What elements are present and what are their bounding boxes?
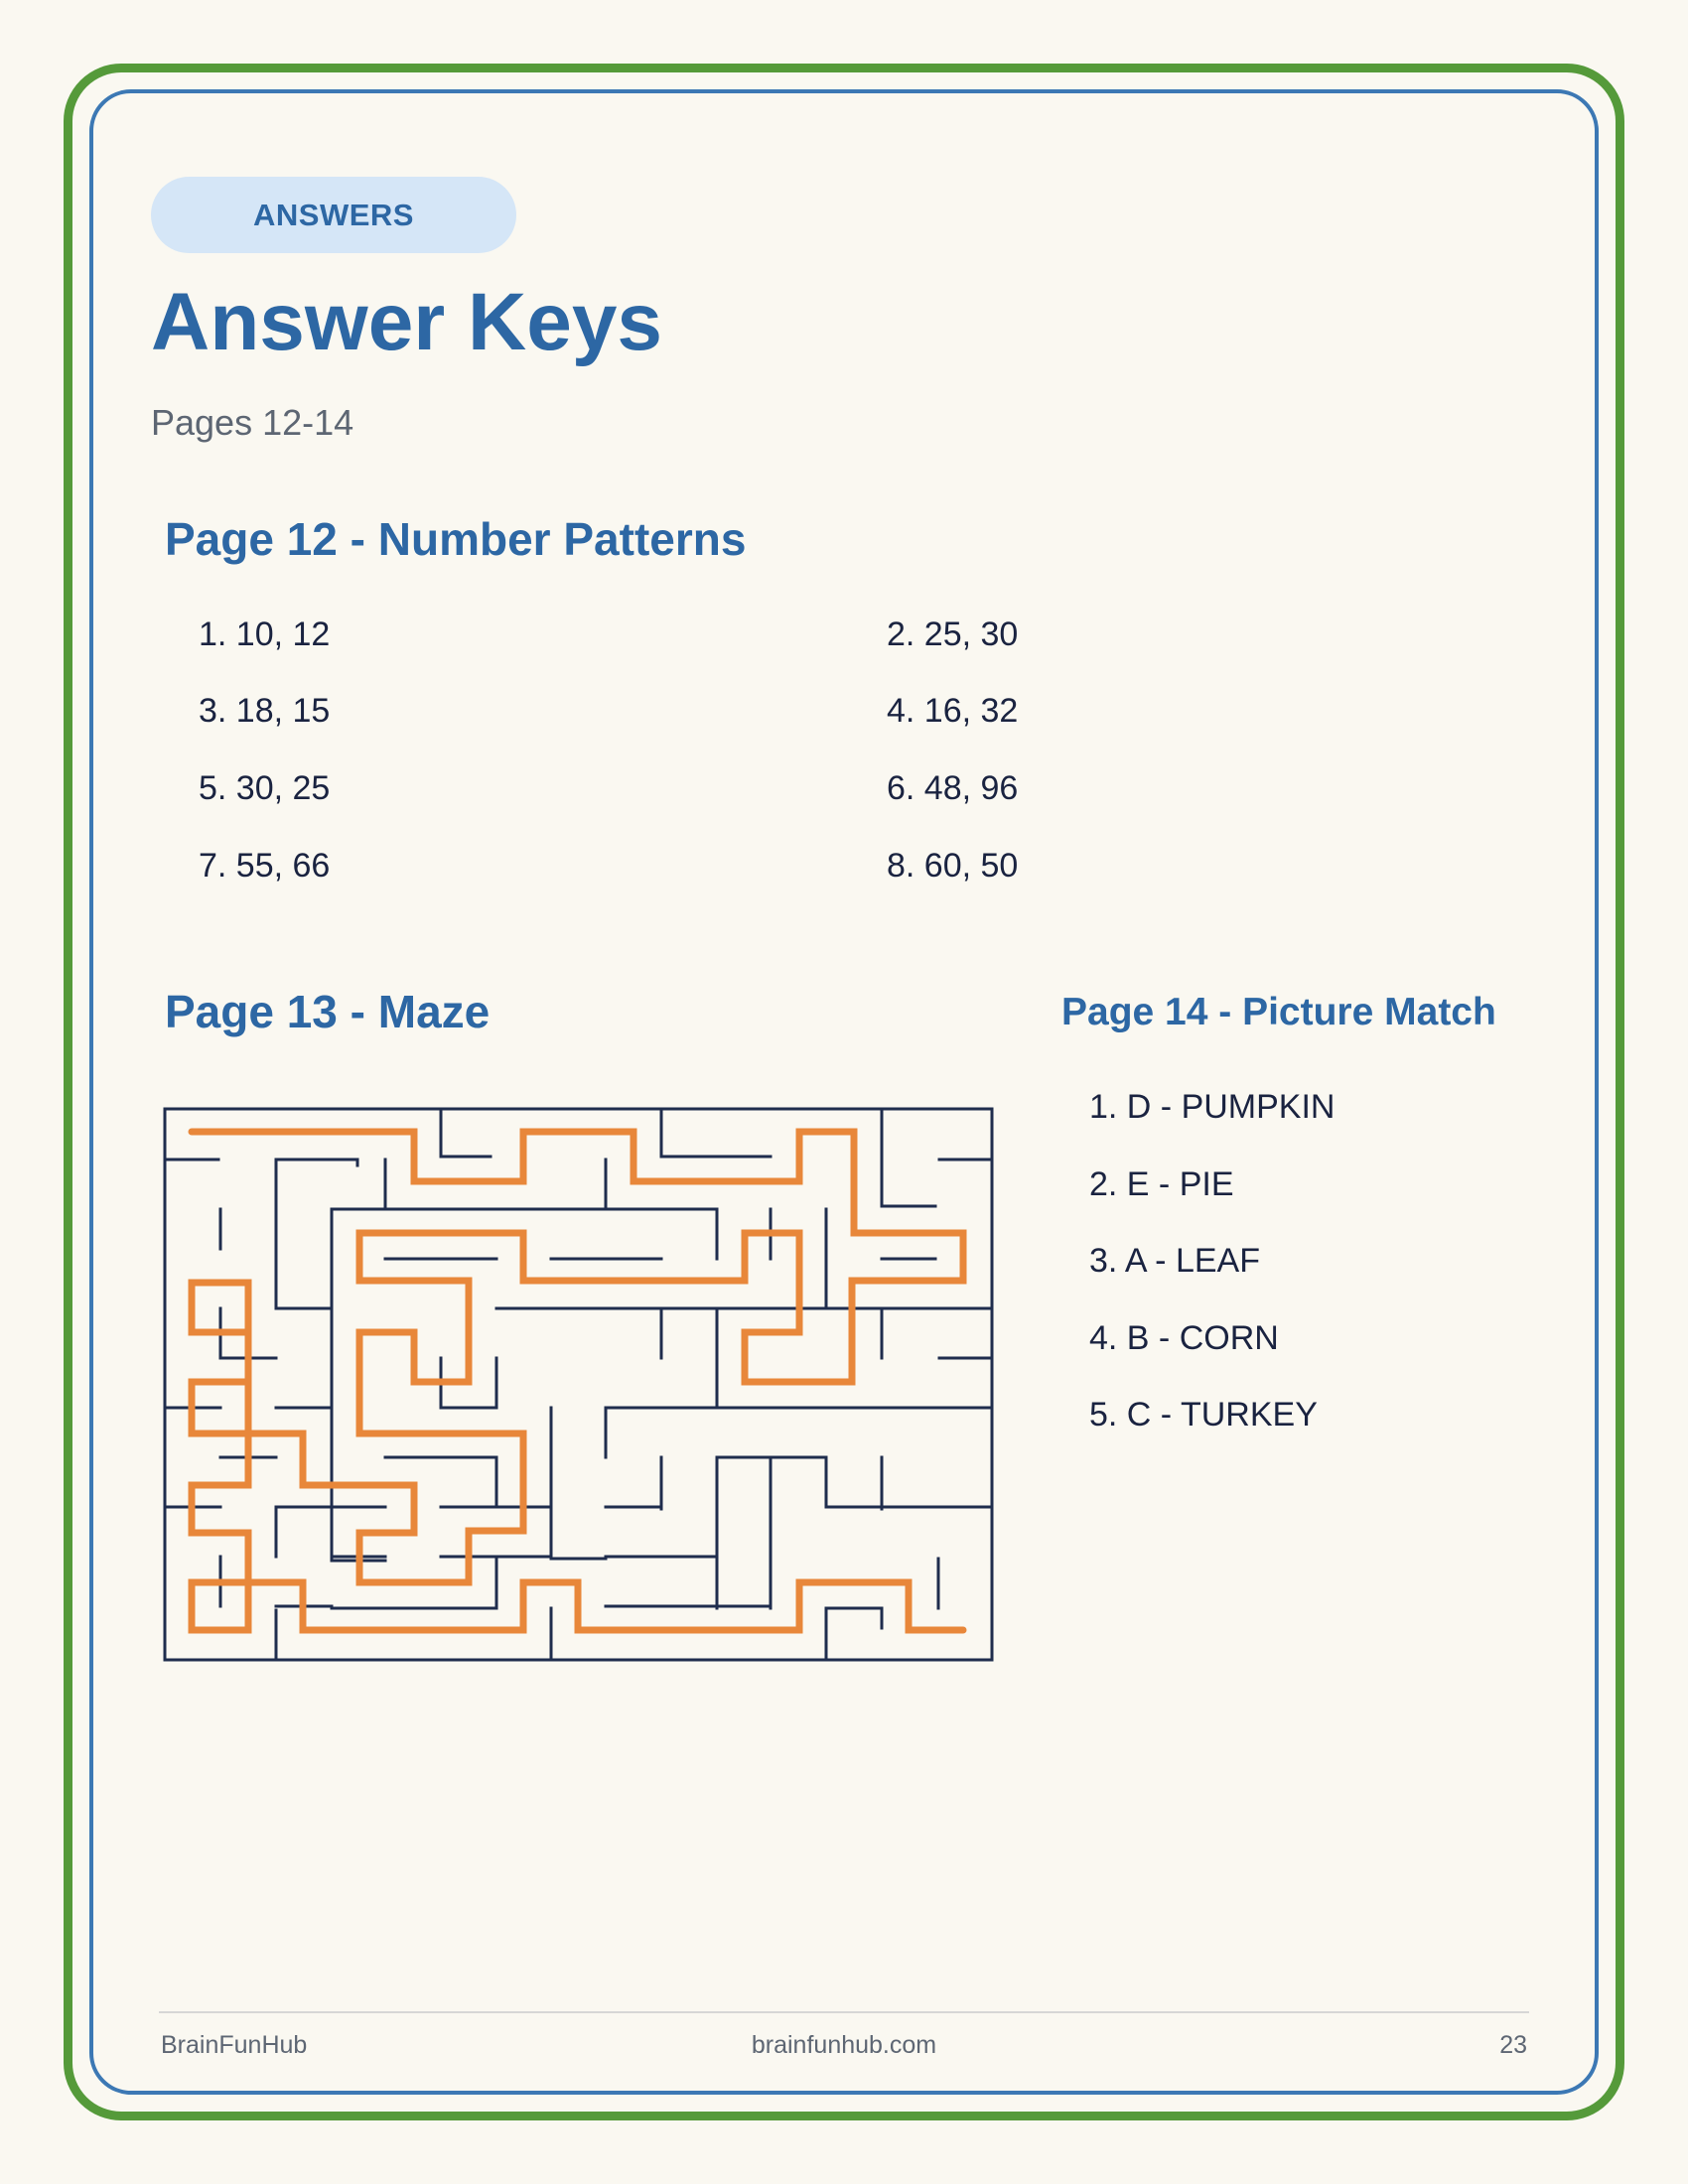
picture-match-answer: 1. D - PUMPKIN bbox=[1089, 1088, 1336, 1126]
number-pattern-answer: 2. 25, 30 bbox=[887, 615, 1019, 653]
footer-page-number: 23 bbox=[1499, 2031, 1527, 2059]
maze-title: Page 13 - Maze bbox=[165, 986, 491, 1037]
picture-match-answer: 3. A - LEAF bbox=[1089, 1242, 1260, 1280]
number-pattern-answer: 8. 60, 50 bbox=[887, 847, 1019, 885]
picture-match-answer: 4. B - CORN bbox=[1089, 1319, 1279, 1357]
footer-website-link[interactable]: brainfunhub.com bbox=[751, 2031, 937, 2059]
page-subtitle: Pages 12-14 bbox=[151, 402, 354, 443]
number-pattern-answer: 3. 18, 15 bbox=[199, 692, 331, 730]
number-pattern-answer: 5. 30, 25 bbox=[199, 769, 331, 807]
number-pattern-answer: 1. 10, 12 bbox=[199, 615, 331, 653]
footer-divider bbox=[159, 2011, 1529, 2013]
footer-brand: BrainFunHub bbox=[161, 2031, 308, 2059]
number-pattern-answer: 6. 48, 96 bbox=[887, 769, 1019, 807]
page-title: Answer Keys bbox=[151, 277, 663, 367]
maze-solution-path bbox=[192, 1132, 963, 1630]
number-pattern-answer: 4. 16, 32 bbox=[887, 692, 1019, 730]
answers-badge: ANSWERS bbox=[151, 177, 516, 253]
maze-walls bbox=[165, 1109, 992, 1660]
picture-match-answer: 5. C - TURKEY bbox=[1089, 1396, 1318, 1433]
picture-match-answer: 2. E - PIE bbox=[1089, 1165, 1234, 1203]
number-pattern-answer: 7. 55, 66 bbox=[199, 847, 331, 885]
picture-match-title: Page 14 - Picture Match bbox=[1061, 991, 1496, 1033]
number-patterns-title: Page 12 - Number Patterns bbox=[165, 513, 747, 565]
